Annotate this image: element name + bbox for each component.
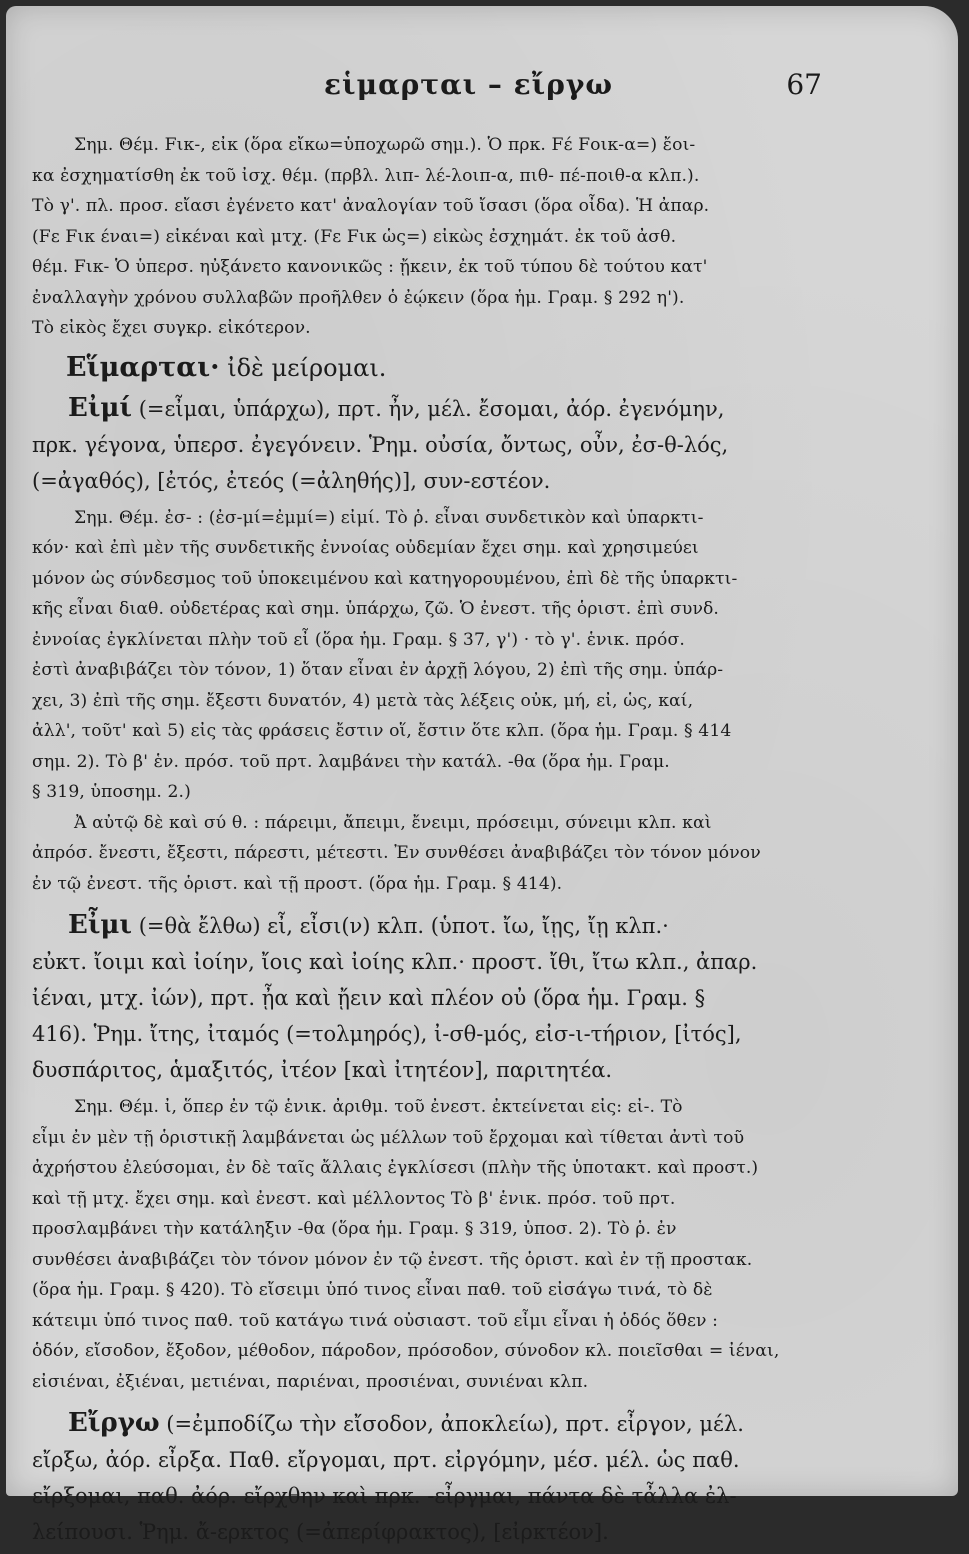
note-line: (ὅρα ἡμ. Γραμ. § 420). Τὸ εἴσειμι ὑπό τινος εἶναι παθ. τοῦ εἰσάγω τινά, τὸ δὲ: [32, 1280, 713, 1300]
entry-eimi-go: [32, 907, 882, 1088]
entry-lemma: Εἴργω: [68, 1408, 160, 1438]
note-eiko: [32, 130, 882, 344]
note-line: ἐστὶ ἀναβιβάζει τὸν τόνον, 1) ὅταν εἶναι ἐν ἀρχῇ λόγου, 2) ἐπὶ τῆς σημ. ὑπάρ-: [32, 660, 724, 680]
entry-line: 416). Ῥημ. ἴτης, ἰταμός (=τολμηρός), ἰ-σθ-μός, εἰσ-ι-τήριον, [ἰτός],: [32, 1022, 742, 1046]
note-line: εἰσιέναι, ἐξιέναι, μετιέναι, παριέναι, προσιέναι, συνιέναι κλπ.: [32, 1371, 589, 1392]
note-line: καὶ τῇ μτχ. ἔχει σημ. καὶ ἐνεστ. καὶ μέλλοντος Τὸ β' ἑνικ. πρόσ. τοῦ πρτ.: [32, 1188, 676, 1209]
book-page: [6, 6, 958, 1544]
note-line: ἐννοίας ἐγκλίνεται πλὴν τοῦ εἶ (ὅρα ἡμ. Γραμ. § 37, γ') · τὸ γ'. ἑνικ. πρόσ.: [32, 629, 685, 650]
note-line: χει, 3) ἐπὶ τῆς σημ. ἔξεστι δυνατόν, 4) μετὰ τὰς λέξεις οὐκ, μή, εἰ, ὡς, καί,: [32, 690, 694, 711]
running-head: εἱμαρται – εἴργω: [324, 68, 613, 101]
note-line: κάτειμι ὑπό τινος παθ. τοῦ κατάγω τινά οὐσιαστ. τοῦ εἶμι εἶναι ἡ ὁδός ὅθεν :: [32, 1310, 719, 1331]
entry-line: (=ἀγαθός), [ἐτός, ἐτεός (=ἀληθής)], συν-εστέον.: [32, 468, 551, 493]
entry-text: (=θὰ ἔλθω) εἶ, εἶσι(ν) κλπ. (ὑποτ. ἴω, ἴῃς, ἴῃ κλπ.·: [132, 914, 669, 938]
entry-lemma: Εἶμι: [68, 910, 133, 940]
note-line: μόνον ὡς σύνδεσμος τοῦ ὑποκειμένου καὶ κατηγορουμένου, ἐπὶ δὲ τῆς ὑπαρκτι-: [32, 568, 738, 589]
note-line: εἶμι ἐν μὲν τῇ ὁριστικῇ λαμβάνεται ὡς μέλλων τοῦ ἔρχομαι καὶ τίθεται ἀντὶ τοῦ: [32, 1127, 745, 1148]
note-line: ἐν τῷ ἐνεστ. τῆς ὁριστ. καὶ τῇ προστ. (ὅρα ἡμ. Γραμ. § 414).: [32, 873, 563, 894]
note-line: ἀχρήστου ἐλεύσομαι, ἐν δὲ ταῖς ἄλλαις ἐγκλίσεσι (πλὴν τῆς ὑποτακτ. καὶ προστ.): [32, 1158, 759, 1178]
entry-line: [32, 390, 882, 427]
entry-line: ἰέναι, μτχ. ἰών), πρτ. ᾖα καὶ ᾔειν καὶ πλέον οὐ (ὅρα ἡμ. Γραμ. §: [32, 986, 706, 1010]
entry-line: λείπουσι. Ῥημ. ἄ-ερκτος (=ἀπερίφρακτος), [εἰρκτέον].: [32, 1520, 609, 1544]
entry-eirgo: [32, 1405, 882, 1550]
note-line: ἐναλλαγὴν χρόνου συλλαβῶν προῆλθεν ὁ ἐῴκειν (ὅρα ἡμ. Γραμ. § 292 η').: [32, 287, 685, 308]
entry-eimartai: [32, 350, 882, 386]
note-line: ἀπρόσ. ἔνεστι, ἔξεστι, πάρεστι, μέτεστι. Ἐν συνθέσει ἀναβιβάζει τὸν τόνον μόνον: [32, 843, 761, 863]
note-line: κῆς εἶναι διαθ. οὐδετέρας καὶ σημ. ὑπάρχω, ζῶ. Ὁ ἐνεστ. τῆς ὁριστ. ἐπὶ συνδ.: [32, 599, 720, 619]
note-line: ἀλλ', τοῦτ' καὶ 5) εἰς τὰς φράσεις ἔστιν οἵ, ἔστιν ὅτε κλπ. (ὅρα ἡμ. Γραμ. § 414: [32, 721, 732, 741]
entry-line: [32, 907, 882, 944]
note-line: συνθέσει ἀναβιβάζει τὸν τόνον μόνον ἐν τῷ ἐνεστ. τῆς ὁριστ. καὶ ἐν τῇ προστακ.: [32, 1249, 753, 1270]
note-line: κα ἐσχηματίσθη ἐκ τοῦ ἰσχ. θέμ. (πρβλ. λιπ- λέ-λοιπ-α, πιθ- πέ-ποιθ-α κλπ.).: [32, 165, 700, 186]
note-line: Σημ. Θέμ. Fικ-, εἰκ (ὅρα εἴκω=ὑποχωρῶ σημ.). Ὁ πρκ. Fέ Fοικ-α=) ἔοι-: [74, 135, 696, 155]
entry-text: (=ἐμποδίζω τὴν εἴσοδον, ἀποκλείω), πρτ. εἶργον, μέλ.: [159, 1412, 744, 1436]
note-line: προσλαμβάνει τὴν κατάληξιν -θα (ὅρα ἡμ. Γραμ. § 319, ὑποσ. 2). Τὸ ῥ. ἐν: [32, 1219, 677, 1239]
note-line: Τὸ γ'. πλ. προσ. εἴασι ἐγένετο κατ' ἀναλογίαν τοῦ ἴσασι (ὅρα οἶδα). Ἡ ἀπαρ.: [32, 196, 710, 216]
entry-line: εἴρξω, ἀόρ. εἶρξα. Παθ. εἴργομαι, πρτ. εἰργόμην, μέσ. μέλ. ὡς παθ.: [32, 1448, 740, 1472]
note-line: ὁδόν, εἴσοδον, ἔξοδον, μέθοδον, πάροδον, πρόσοδον, σύνοδον κλ. ποιεῖσθαι = ἰέναι,: [32, 1341, 780, 1361]
entry-text: (=εἶμαι, ὑπάρχω), πρτ. ἦν, μέλ. ἔσομαι, ἀόρ. ἐγενόμην,: [132, 396, 725, 421]
entry-line: εἴρξομαι, παθ. ἀόρ. εἴρχθην καὶ πρκ. -εἶργμαι, πάντα δὲ τἆλλα ἐλ-: [32, 1484, 737, 1508]
note-line: θέμ. Fικ- Ὁ ὑπερσ. ηὐξάνετο κανονικῶς : ᾔκειν, ἐκ τοῦ τύπου δὲ τούτου κατ': [32, 257, 708, 277]
entry-text: ἰδὲ μείρομαι.: [219, 353, 387, 382]
note-line: Σημ. Θέμ. ἰ, ὅπερ ἐν τῷ ἑνικ. ἀριθμ. τοῦ ἐνεστ. ἐκτείνεται εἰς: εἰ-. Τὸ: [74, 1097, 683, 1117]
note-eimi-go: [32, 1092, 882, 1397]
entry-lemma: Εἰμί: [68, 392, 133, 423]
note-line: σημ. 2). Τὸ β' ἑν. πρόσ. τοῦ πρτ. λαμβάνει τὴν κατάλ. -θα (ὅρα ἡμ. Γραμ.: [32, 751, 670, 772]
entry-line: [32, 1405, 882, 1442]
page-body: [32, 130, 882, 1554]
page-number: 67: [786, 68, 822, 101]
entry-lemma: Εἵμαρται·: [66, 351, 220, 383]
note-line: Τὸ εἰκὸς ἔχει συγκρ. εἰκότερον.: [32, 318, 311, 338]
page-header: [6, 68, 958, 108]
entry-line: εὐκτ. ἴοιμι καὶ ἰοίην, ἴοις καὶ ἰοίης κλπ.· προστ. ἴθι, ἴτω κλπ., ἀπαρ.: [32, 950, 758, 974]
note-line: (Fε Fικ έναι=) εἰκέναι καὶ μτχ. (Fε Fικ ὡς=) εἰκὼς ἐσχημάτ. ἐκ τοῦ ἀσθ.: [32, 226, 677, 247]
note-line: Ἀ αὐτῷ δὲ καὶ σύ θ. : πάρειμι, ἄπειμι, ἔνειμι, πρόσειμι, σύνειμι κλπ. καὶ: [74, 812, 712, 833]
entry-line: πρκ. γέγονα, ὑπερσ. ἐγεγόνειν. Ῥημ. οὐσία, ὄντως, οὖν, ἐσ-θ-λός,: [32, 432, 729, 457]
note-eimi: [32, 503, 882, 900]
entry-eimi: [32, 390, 882, 499]
note-line: § 319, ὑποσημ. 2.): [32, 782, 191, 802]
entry-line: δυσπάριτος, ἁμαξιτός, ἰτέον [καὶ ἰτητέον], παριτητέα.: [32, 1058, 613, 1082]
note-line: κόν· καὶ ἐπὶ μὲν τῆς συνδετικῆς ἐννοίας οὐδεμίαν ἔχει σημ. καὶ χρησιμεύει: [32, 538, 699, 558]
note-line: Σημ. Θέμ. ἐσ- : (ἐσ-μί=ἐμμί=) εἰμί. Τὸ ῥ. εἶναι συνδετικὸν καὶ ὑπαρκτι-: [74, 507, 704, 528]
